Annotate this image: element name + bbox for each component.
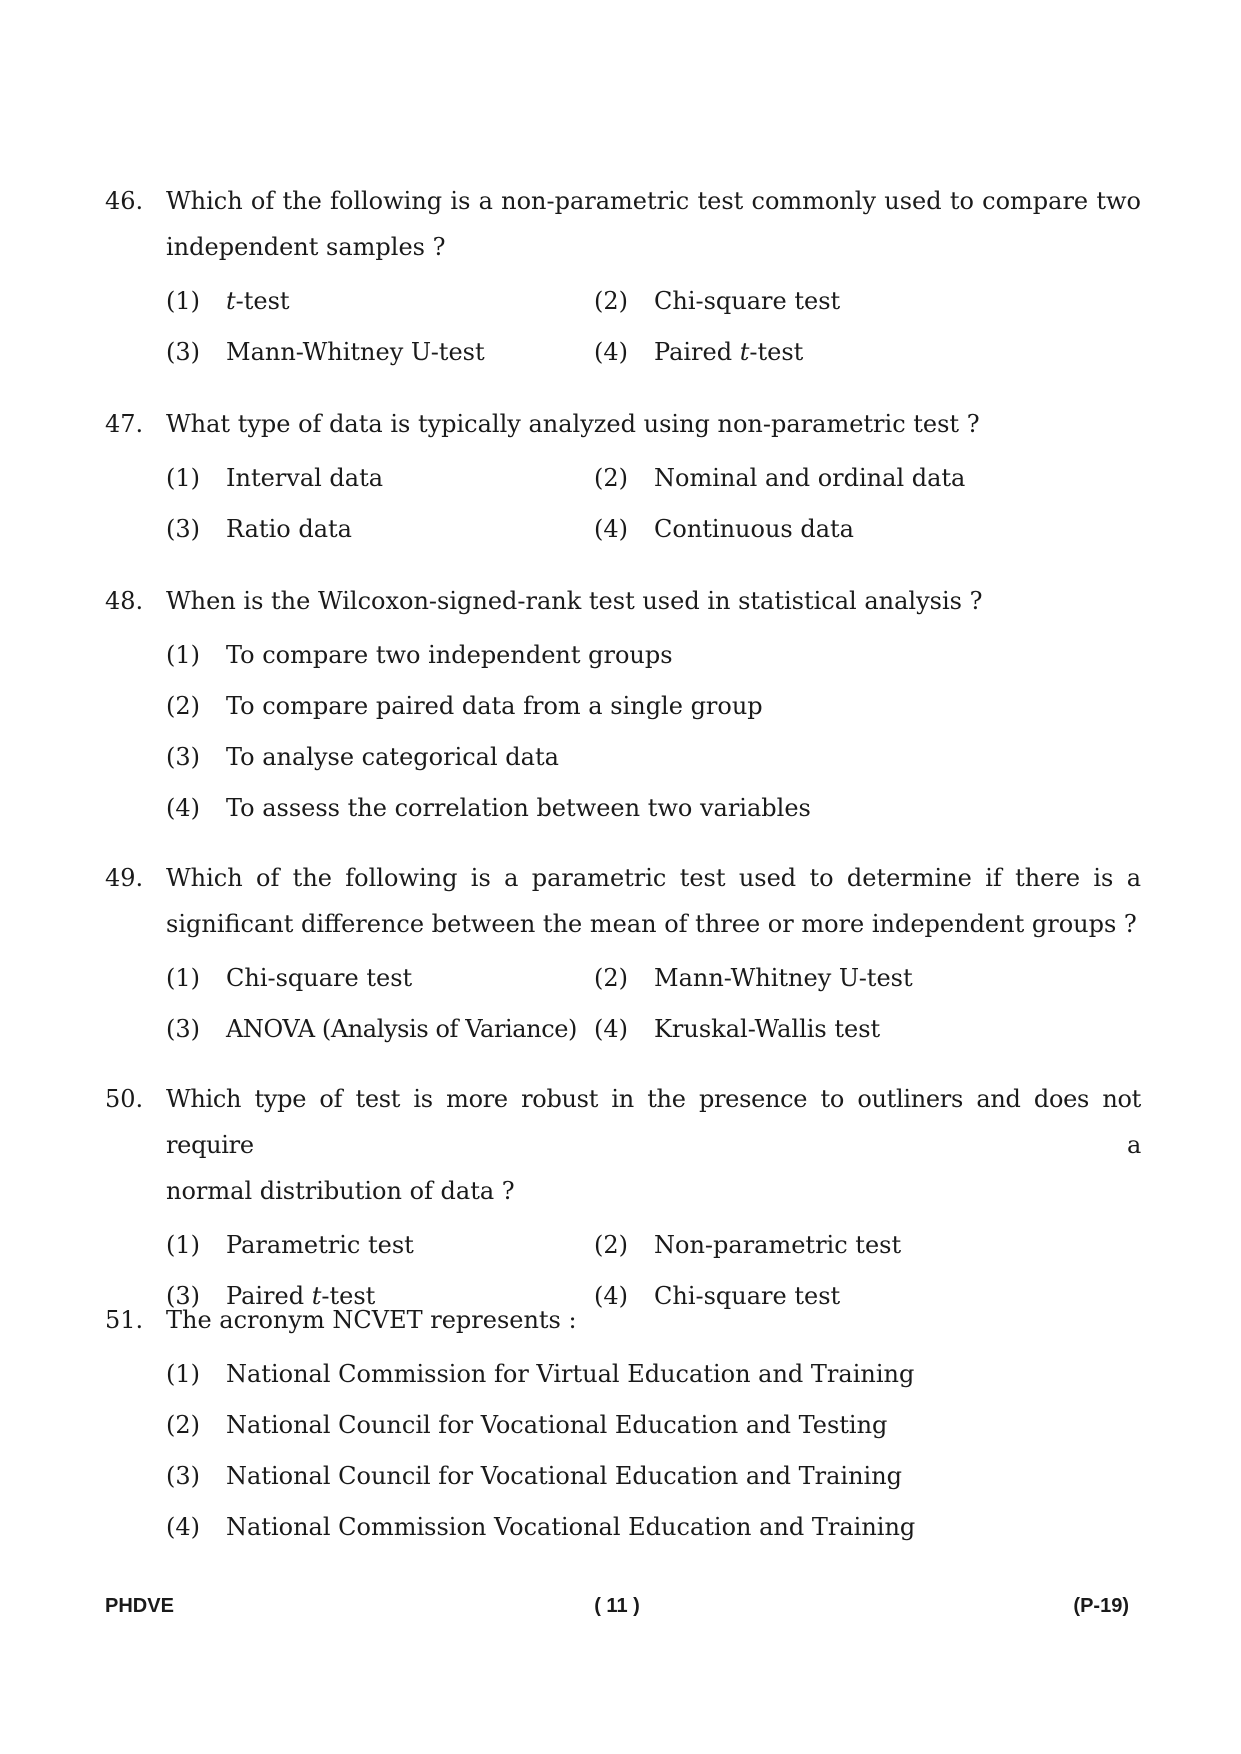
option-text: Kruskal-Wallis test <box>654 1014 881 1043</box>
question-number: 46. <box>105 187 144 215</box>
option-text: Paired t-test <box>226 1281 376 1310</box>
option-number: (4) <box>166 794 200 822</box>
option-1 <box>166 630 1141 681</box>
option-number: (1) <box>166 964 200 992</box>
question-text-line: independent samples ? <box>166 233 446 261</box>
question-number: 51. <box>105 1306 144 1334</box>
question-number: 50. <box>105 1085 144 1113</box>
question-text <box>166 1076 1141 1214</box>
question-text-line: Which of the following is a non-parametric test commonly used to compare two <box>166 187 1141 215</box>
option-number: (1) <box>166 1231 200 1259</box>
option-text: To assess the correlation between two variables <box>226 794 811 822</box>
question-text-line: Which of the following is a parametric test used to determine if there is a <box>166 864 1141 892</box>
option-number: (3) <box>166 1462 200 1490</box>
option-number: (4) <box>594 1281 628 1310</box>
options <box>166 953 1141 1054</box>
option-1 <box>166 1220 594 1271</box>
option-number: (2) <box>594 1231 628 1259</box>
option-number: (2) <box>166 1411 200 1439</box>
option-2 <box>166 681 1141 732</box>
options <box>166 276 1141 377</box>
option-text: National Commission for Virtual Education and Training <box>226 1360 915 1388</box>
question-text <box>166 855 1141 947</box>
question-text-line: normal distribution of data ? <box>166 1177 515 1205</box>
option-number: (1) <box>166 641 200 669</box>
question-50 <box>105 1076 1141 1321</box>
option-text: Chi-square test <box>654 1281 841 1310</box>
set-code: (P-19) <box>1073 1595 1129 1617</box>
option-2 <box>594 953 1141 1004</box>
options <box>166 453 1141 554</box>
option-text: To analyse categorical data <box>226 743 559 771</box>
option-3 <box>166 327 594 378</box>
question-49 <box>105 855 1141 1054</box>
option-number: (3) <box>166 743 200 771</box>
option-number: (1) <box>166 1360 200 1388</box>
question-text <box>166 578 1141 624</box>
question-47 <box>105 401 1141 554</box>
option-number: (3) <box>166 337 200 366</box>
option-2 <box>594 276 1141 327</box>
question-text-line: When is the Wilcoxon-signed-rank test used in statistical analysis ? <box>166 587 983 615</box>
option-number: (2) <box>594 464 628 492</box>
option-2 <box>166 1400 1141 1451</box>
option-4 <box>594 504 1141 555</box>
option-3 <box>166 1451 1141 1502</box>
option-2 <box>594 1220 1141 1271</box>
option-3 <box>166 732 1141 783</box>
option-number: (4) <box>594 1014 628 1043</box>
question-48 <box>105 578 1141 834</box>
option-text: To compare paired data from a single group <box>226 692 763 720</box>
option-1 <box>166 953 594 1004</box>
option-4 <box>594 327 1141 378</box>
option-text: t-test <box>226 287 290 315</box>
option-number: (3) <box>166 1281 200 1310</box>
option-number: (1) <box>166 287 200 315</box>
option-number: (1) <box>166 464 200 492</box>
option-text: Ratio data <box>226 514 352 543</box>
option-text: To compare two independent groups <box>226 641 673 669</box>
option-text: Non-parametric test <box>654 1231 902 1259</box>
question-number: 48. <box>105 587 144 615</box>
question-text <box>166 178 1141 270</box>
option-1 <box>166 276 594 327</box>
option-4 <box>166 783 1141 834</box>
option-text: National Commission Vocational Education and Training <box>226 1513 916 1541</box>
question-number: 47. <box>105 410 144 438</box>
question-text-line: What type of data is typically analyzed using non-parametric test ? <box>166 410 980 438</box>
option-text: Nominal and ordinal data <box>654 464 966 492</box>
option-text: Parametric test <box>226 1231 414 1259</box>
option-number: (3) <box>166 514 200 543</box>
option-1 <box>166 1349 1141 1400</box>
option-text: Mann-Whitney U-test <box>226 337 485 366</box>
question-number: 49. <box>105 864 144 892</box>
option-number: (3) <box>166 1014 200 1043</box>
option-2 <box>594 453 1141 504</box>
question-51 <box>105 1297 1141 1553</box>
option-text: Chi-square test <box>654 287 841 315</box>
option-text: National Council for Vocational Education and Testing <box>226 1411 888 1439</box>
option-text: Chi-square test <box>226 964 413 992</box>
paper-code: PHDVE <box>105 1595 174 1617</box>
option-number: (4) <box>166 1513 200 1541</box>
question-text-line: The acronym NCVET represents : <box>166 1306 577 1334</box>
question-text <box>166 401 1141 447</box>
option-4 <box>166 1502 1141 1553</box>
option-text: National Council for Vocational Education and Training <box>226 1462 903 1490</box>
options <box>166 630 1141 834</box>
question-text-line: Which type of test is more robust in the presence to outliners and does not require a <box>166 1085 1141 1159</box>
options <box>166 1349 1141 1553</box>
option-text: ANOVA (Analysis of Variance) <box>226 1014 578 1043</box>
question-46 <box>105 178 1141 377</box>
page-footer <box>105 1595 1129 1618</box>
question-text-line: significant difference between the mean of three or more independent groups ? <box>166 910 1137 938</box>
option-1 <box>166 453 594 504</box>
question-text <box>166 1297 1141 1343</box>
option-4 <box>594 1004 1141 1055</box>
option-number: (4) <box>594 337 628 366</box>
option-number: (2) <box>166 692 200 720</box>
option-number: (2) <box>594 964 628 992</box>
page-number: ( 11 ) <box>594 1595 640 1617</box>
option-text: Paired t-test <box>654 337 804 366</box>
option-3 <box>166 504 594 555</box>
option-number: (4) <box>594 514 628 543</box>
option-text: Continuous data <box>654 514 854 543</box>
option-text: Interval data <box>226 464 384 492</box>
option-3 <box>166 1004 594 1055</box>
option-number: (2) <box>594 287 628 315</box>
option-text: Mann-Whitney U-test <box>654 964 913 992</box>
